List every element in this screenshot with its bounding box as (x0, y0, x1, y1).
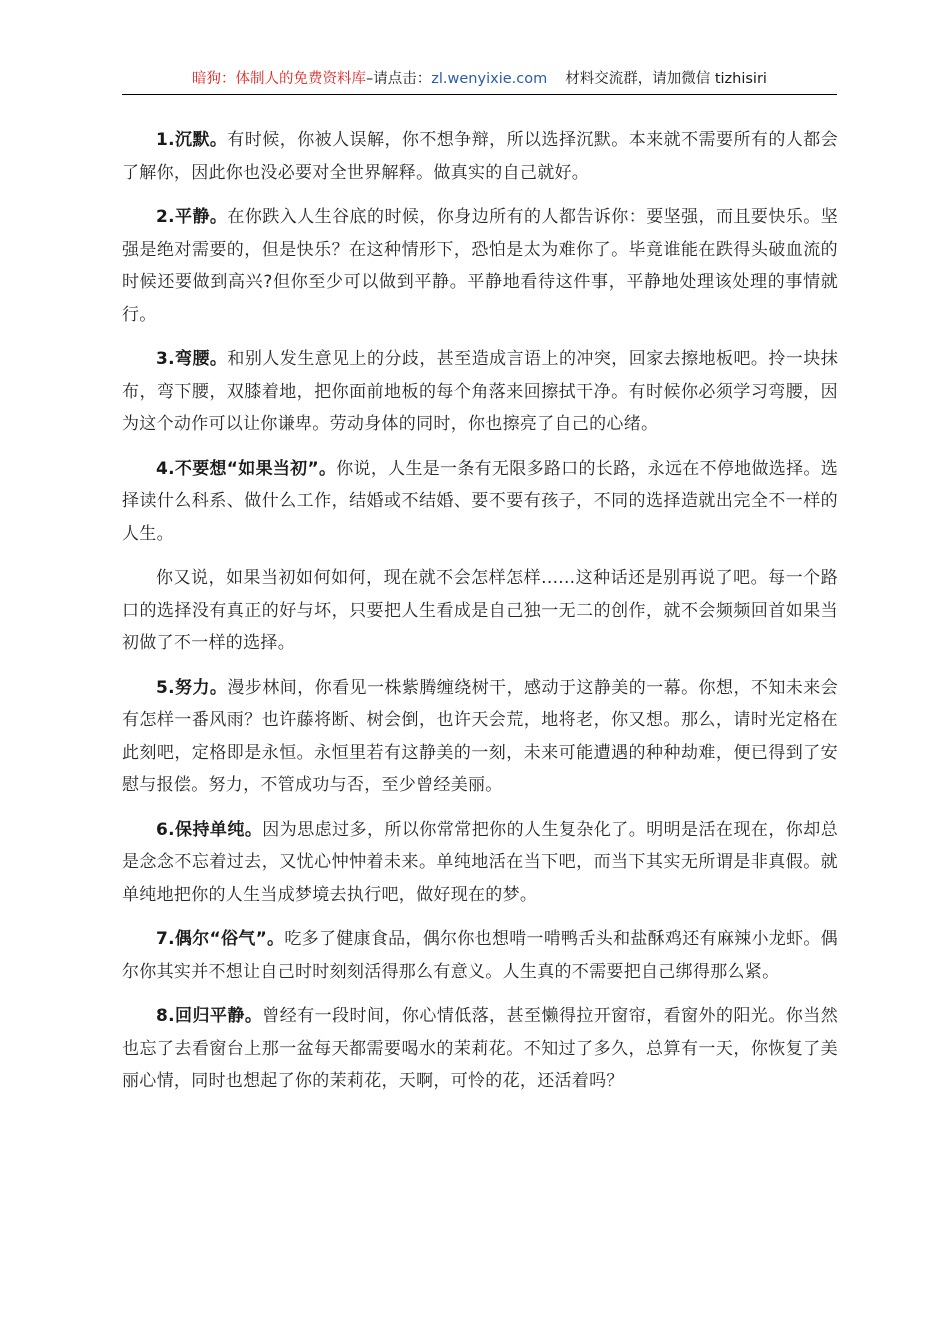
paragraph-text: 和别人发生意见上的分歧，甚至造成言语上的冲突，回家去擦地板吧。拎一块抹布，弯下腰，双膝着地，把你面前地板的每个角落来回擦拭干净。有时候你必须学习弯腰，因为这个动作可以让你谦卑。劳动身体的同时，你也擦亮了自己的心绪。 (122, 349, 838, 434)
paragraph-2 (122, 201, 838, 331)
paragraph-text: 因为思虑过多，所以你常常把你的人生复杂化了。明明是活在现在，你却总是念念不忘着过去，又忧心忡忡着未来。单纯地活在当下吧，而当下其实无所谓是非真假。就单纯地把你的人生当成梦境去执行吧，做好现在的梦。 (122, 819, 838, 905)
paragraph-8 (122, 1000, 838, 1098)
paragraph-title: 7.偶尔“俗气”。 (156, 929, 285, 949)
paragraph-title: 1.沉默。 (156, 130, 228, 150)
paragraph-text: 漫步林间，你看见一株紫腾缠绕树干，感动于这静美的一幕。你想，不知未来会有怎样一番风雨？也许藤将断、树会倒，也许天会荒，地将老，你又想。那么，请时光定格在此刻吧，定格即是永恒。永恒里若有这静美的一刻，未来可能遭遇的种种劫难，便已得到了安慰与报偿。努力，不管成功与否，至少曾经美丽。 (122, 677, 838, 795)
header-url-link[interactable]: zl.wenyixie.com (431, 71, 548, 87)
paragraph-text: 曾经有一段时间，你心情低落，甚至懒得拉开窗帘，看窗外的阳光。你当然也忘了去看窗台上那一盆每天都需要喝水的茉莉花。不知过了多久，总算有一天，你恢复了美丽心情，同时也想起了你的茉莉花，天啊，可怜的花，还活着吗？ (122, 1006, 838, 1091)
header-wechat-note: 材料交流群，请加微信 tizhisiri (565, 71, 767, 87)
paragraph-text: 你说，人生是一条有无限多路口的长路，永远在不停地做选择。选择读什么科系、做什么工作，结婚或不结婚、要不要有孩子，不同的选择造就出完全不一样的人生。 (122, 458, 838, 544)
paragraph-title: 4.不要想“如果当初”。 (156, 458, 337, 479)
paragraph-title: 6.保持单纯。 (156, 819, 263, 840)
header-click-prompt: –请点击： (366, 71, 432, 87)
paragraph-3 (122, 343, 838, 441)
paragraph-title: 8.回归平静。 (156, 1006, 263, 1026)
paragraph-text: 吃多了健康食品，偶尔你也想啃一啃鸭舌头和盐酥鸡还有麻辣小龙虾。偶尔你其实并不想让自己时时刻刻活得那么有意义。人生真的不需要把自己绑得那么紧。 (122, 929, 838, 982)
header-site-name: 暗狗：体制人的免费资料库 (192, 71, 367, 87)
page-header (122, 66, 837, 95)
paragraph-title: 2.平静。 (156, 207, 228, 227)
paragraph-text: 有时候，你被人误解，你不想争辩，所以选择沉默。本来就不需要所有的人都会了解你，因此你也没必要对全世界解释。做真实的自己就好。 (122, 130, 838, 183)
paragraph-7 (122, 923, 838, 988)
paragraph-title: 5.努力。 (156, 677, 228, 698)
paragraph-text: 在你跌入人生谷底的时候，你身边所有的人都告诉你：要坚强，而且要快乐。坚强是绝对需要的，但是快乐？在这种情形下，恐怕是太为难你了。毕竟谁能在跌得头破血流的时候还要做到高兴?但你至少可以做到平静。平静地看待这件事，平静地处理该处理的事情就行。 (122, 207, 838, 325)
paragraph-4 (122, 453, 838, 551)
paragraph-5 (122, 672, 838, 802)
article-body (122, 124, 838, 1110)
paragraph-text: 你又说，如果当初如何如何，现在就不会怎样怎样......这种话还是别再说了吧。每一个路口的选择没有真正的好与坏，只要把人生看成是自己独一无二的创作，就不会频频回首如果当初做了不一样的选择。 (122, 568, 838, 653)
paragraph-4-continued (122, 562, 838, 660)
paragraph-title: 3.弯腰。 (156, 349, 228, 369)
paragraph-1 (122, 124, 838, 189)
paragraph-6 (122, 814, 838, 912)
